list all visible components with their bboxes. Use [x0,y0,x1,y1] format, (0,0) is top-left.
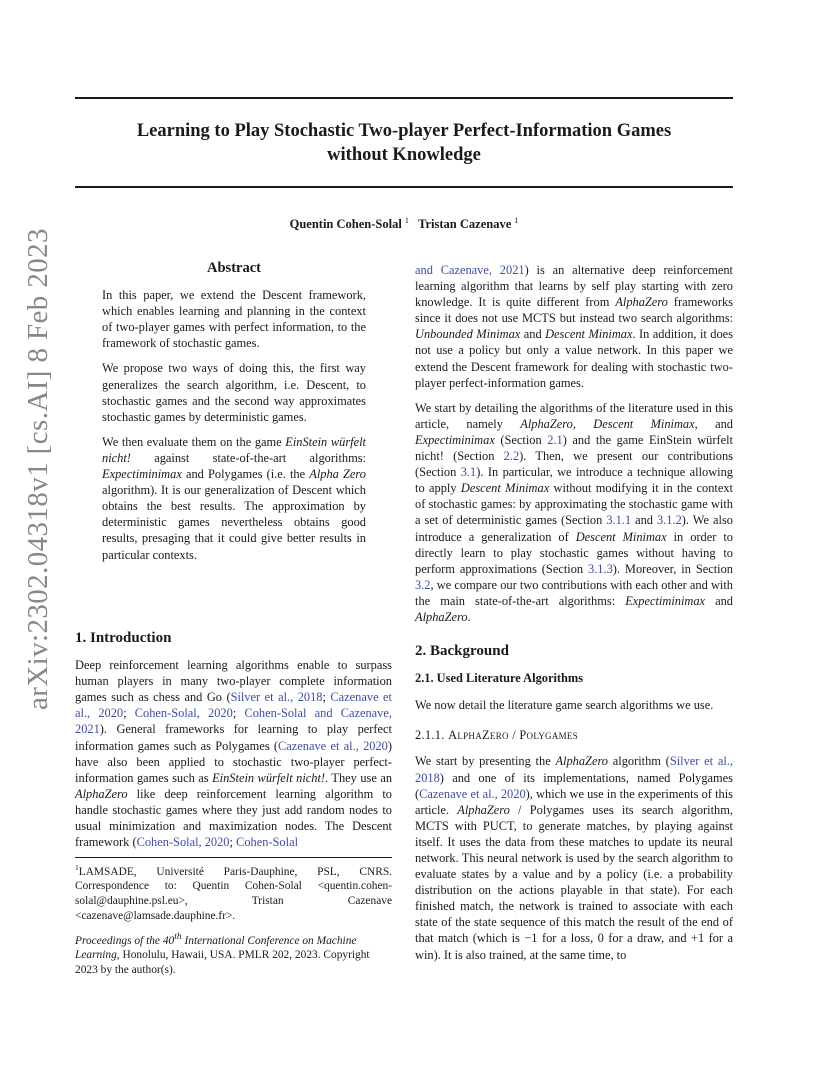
author-name: Tristan Cazenave [418,217,512,232]
abstract-paragraph: We then evaluate them on the game EinStein würfelt nicht! against state-of-the-art algorithms: Expectiminimax and Polygames (i.e. the Alpha Zero algorithm). It is our generalization of Descent which obtains the best results. The approximation by deterministic games nevertheless obtains good results, presaging that it could give better results in particular contexts. [102,434,366,562]
body-paragraph: and Cazenave, 2021) is an alternative deep reinforcement learning algorithm that learns by self play starting with zero knowledge. It is quite different from AlphaZero frameworks since it does not use MCTS but instead two search algorithms: Unbounded Minimax and Descent Minimax. In addition, it does not use a policy but only a value network. In this paper we extend the Descent framework for dealing with stochastic two-player perfect-information games. [415,263,733,390]
citation-link[interactable]: Cohen-Solal, 2020 [134,706,233,721]
author-name: Quentin Cohen-Solal [289,217,402,232]
citation-link[interactable]: Silver et al., 2018 [415,754,733,785]
citation-link[interactable]: Cohen-Solal and Cazenave, 2021 [75,706,392,737]
subsubsection-heading: 2.1.1. AlphaZero / Polygames [415,728,579,743]
section-link[interactable]: 3.1.1 [606,513,632,528]
section-link[interactable]: 3.2 [415,577,431,592]
introduction-section [75,630,392,859]
citation-link[interactable]: Cazenave et al., 2020 [75,690,392,721]
introduction-paragraph: Deep reinforcement learning algorithms enable to surpass human players in many two-player complete information games such as chess and Go (Silver et al., 2018; Cazenave et al., 2020; Cohen-Solal, 2020; Cohen-Solal and Cazenave, 2021). General frameworks for learning to play perfect information games such as Polygames (Cazenave et al., 2020) have also been applied to stochastic two-player perfect-information games such as EinStein würfelt nicht!. They use an AlphaZero like deep reinforcement learning algorithm to handle stochastic games where they just add random nodes to usual minimization and maximization nodes. The Descent framework (Cohen-Solal, 2020; Cohen-Solal [75,658,393,850]
abstract-paragraph: In this paper, we extend the Descent framework, which enables learning and planning in the context of two-player games with perfect information, to the framework of stochastic games. [102,288,366,351]
introduction-heading: 1. Introduction [75,630,172,646]
citation-link[interactable]: Cazenave et al., 2020 [419,786,526,801]
arxiv-stamp: arXiv:2302.04318v1 [cs.AI] 8 Feb 2023 [22,228,54,710]
title-line-2: without Knowledge [327,145,481,165]
author-list [75,216,733,232]
background-heading: 2. Background [415,643,509,660]
title-line-1: Learning to Play Stochastic Two-player Perfect-Information Games [136,121,672,141]
bottom-title-rule [75,186,733,188]
citation-link[interactable]: and Cazenave, 2021 [415,263,525,277]
proceedings-note: Proceedings of the 40th International Conference on Machine Learning, Honolulu, Hawaii, USA. PMLR 202, 2023. Copyright 2023 by the author(s). [75,932,370,976]
paper-title [75,119,733,167]
citation-link[interactable]: Silver et al., 2018 [230,690,323,705]
footnote-text: LAMSADE, Université Paris-Dauphine, PSL, CNRS. Correspondence to: Quentin Cohen-Solal <quentin.cohen-solal@dauphine.psl.eu>, Tristan Cazenave <cazenave@lamsade.dauphine.fr>. [75,865,392,922]
section-link[interactable]: 3.1.2 [657,513,682,528]
abstract-section [102,260,366,572]
top-rule [75,97,733,99]
section-link[interactable]: 2.1 [547,432,563,447]
body-paragraph: We start by presenting the AlphaZero algorithm (Silver et al., 2018) and one of its implementations, named Polygames (Cazenave et al., 2020), which we use in the experiments of this article. AlphaZero / Polygames uses its search algorithm, MCTS with PUCT, to generate matches, by playing against itself. It uses the data from these matches to update its neural network. This neural network is used by the search algorithm to evaluate states by a value and by a policy (i.e. a probability distribution on the actions playable in that state). For each finished match, the network is trained to associate with each state of the state sequence of this match the result of the end of that match (which is −1 for a loss, 0 for a draw, and +1 for a win). It is also trained, at the same time, to [415,754,733,962]
body-paragraph: We now detail the literature game search algorithms we use. [415,698,714,713]
section-link[interactable]: 3.1.3 [588,561,613,576]
citation-link[interactable]: Cohen-Solal, 2020 [136,835,230,850]
body-paragraph: We start by detailing the algorithms of the literature used in this article, namely AlphaZero, Descent Minimax, and Expectiminimax (Section 2.1) and the game EinStein würfelt nicht! (Section 2.2). Then, we present our contributions (Section 3.1). In particular, we introduce a technique allowing to apply Descent Minimax without modifying it in the context of stochastic games: by approximating the stochastic game with a set of deterministic games (Section 3.1.1 and 3.1.2). We also introduce a generalization of Descent Minimax in order to directly learn to play stochastic games without having to perform approximations (Section 3.1.3). Moreover, in Section 3.2, we compare our two contributions with each other and with the main state-of-the-art algorithms: Expectiminimax and AlphaZero. [415,400,734,624]
footnote-mark: 1 [75,863,79,872]
author-affiliation-mark: 1 [404,216,409,225]
right-column [415,262,733,972]
section-link[interactable]: 3.1 [460,465,477,480]
abstract-heading: Abstract [207,260,261,276]
citation-link[interactable]: Cohen-Solal [236,835,299,850]
author-affiliation-mark: 1 [514,216,519,225]
abstract-paragraph: We propose two ways of doing this, the first way generalizes the search algorithm, i.e. Descent, to stochastic games and the second way approximates stochastic games by deterministic games. [102,361,366,424]
affiliation-footnote [75,857,392,923]
citation-link[interactable]: Cazenave et al., 2020 [278,738,388,753]
section-link[interactable]: 2.2 [503,449,520,464]
subsection-heading: 2.1. Used Literature Algorithms [415,671,584,686]
